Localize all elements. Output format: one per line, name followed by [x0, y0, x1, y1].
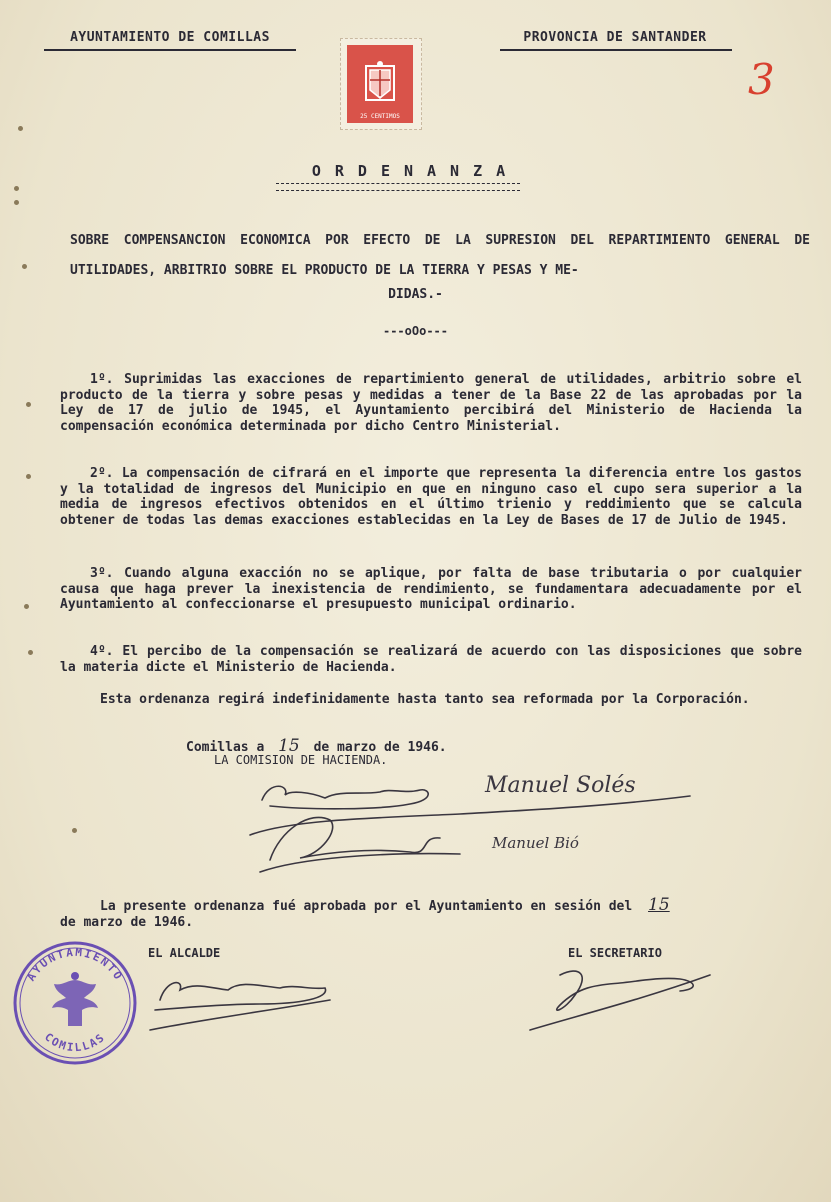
- margin-mark: [28, 650, 33, 655]
- commission-label: LA COMISION DE HACIENDA.: [214, 753, 388, 767]
- approval-end: de marzo de 1946.: [60, 914, 194, 930]
- title-underline: [276, 183, 520, 191]
- closing-statement: Esta ordenanza regirá indefinidamente hasta tanto sea reformada por la Corporación.: [100, 692, 750, 707]
- municipal-seal: [10, 938, 140, 1068]
- coat-of-arms-icon: [360, 60, 400, 108]
- article-2: 2º. La compensación de cifrará en el importe que representa la diferencia entre los gastos y la totalidad de ingresos del Municipio en que en ninguno caso el cupo sera superior a la media de ingresos efectivos obtenidos en el último trienio y reddimiento que se calcula obtener de todas las demas exacciones establecidas en la Ley de Bases de 17 de Julio de 1945.: [60, 466, 802, 528]
- article-3: 3º. Cuando alguna exacción no se aplique, por falta de base tributaria o por cualquier causa que haga prever la inexistencia de rendimiento, se fundamentara adecuadamente por el Ayuntamiento al confeccionarse el presupuesto municipal ordinario.: [60, 566, 802, 612]
- approval-text: La presente ordenanza fué aprobada por el Ayuntamiento en sesión del: [100, 899, 633, 914]
- seal-bottom-text: COMILLAS: [41, 1030, 109, 1055]
- document-subtitle-end: DIDAS.-: [388, 287, 443, 302]
- seal-top-text: AYUNTAMIENTO: [24, 945, 126, 984]
- province-header: PROVONCIA DE SANTANDER: [523, 30, 707, 45]
- eagle-emblem-icon: [52, 972, 98, 1026]
- secretario-signature: [520, 955, 720, 1035]
- fiscal-stamp-value: 25 CENTIMOS: [360, 113, 400, 120]
- alcalde-label: EL ALCALDE: [148, 946, 221, 960]
- svg-text:COMILLAS: [42, 1030, 108, 1054]
- margin-mark: [24, 604, 29, 609]
- fiscal-stamp-image: [347, 45, 413, 123]
- margin-mark: [14, 186, 19, 191]
- article-4: 4º. El percibo de la compensación se realizará de acuerdo con las disposiciones que sobre la materia dicte el Ministerio de Hacienda.: [60, 644, 802, 675]
- document-subtitle: SOBRE COMPENSANCION ECONOMICA POR EFECTO DE LA SUPRESION DEL REPARTIMIENTO GENERAL DE UTILIDADES, ARBITRIO SOBRE EL PRODUCTO DE LA TIERRA Y PESAS Y ME-: [70, 233, 810, 278]
- commission-signatures: [230, 740, 710, 890]
- margin-mark: [72, 828, 77, 833]
- margin-mark: [26, 402, 31, 407]
- header-underline: [500, 49, 732, 51]
- approval-day: 15: [648, 895, 670, 915]
- fiscal-stamp: [340, 38, 422, 130]
- approval-statement: [60, 895, 802, 930]
- document-title: ORDENANZA: [311, 162, 520, 180]
- signature-manuel-bio: Manuel Bió: [492, 834, 579, 852]
- article-1: 1º. Suprimidas las exacciones de repartimiento general de utilidades, arbitrio sobre el producto de la tierra y sobre pesas y medidas a tener de la Base 22 de las aprobadas por la Ley de 17 de julio de 1945, el Ayuntamiento percibirá del Ministerio de Hacienda la compensación económica determinada por dicho Centro Ministerial.: [60, 372, 802, 434]
- header-underline: [44, 49, 296, 51]
- alcalde-signature: [140, 960, 340, 1040]
- margin-mark: [22, 264, 27, 269]
- date-suffix: de marzo de 1946.: [313, 740, 447, 755]
- margin-mark: [18, 126, 23, 131]
- signature-manuel-soles: Manuel Solés: [485, 773, 636, 798]
- municipality-header: AYUNTAMIENTO DE COMILLAS: [70, 30, 270, 45]
- page-number: 3: [748, 55, 775, 104]
- margin-mark: [14, 200, 19, 205]
- date-day: 15: [278, 736, 300, 756]
- separator: ---oOo---: [382, 324, 449, 338]
- secretario-label: EL SECRETARIO: [568, 946, 662, 960]
- date-prefix: Comillas a: [186, 740, 265, 755]
- margin-mark: [26, 474, 31, 479]
